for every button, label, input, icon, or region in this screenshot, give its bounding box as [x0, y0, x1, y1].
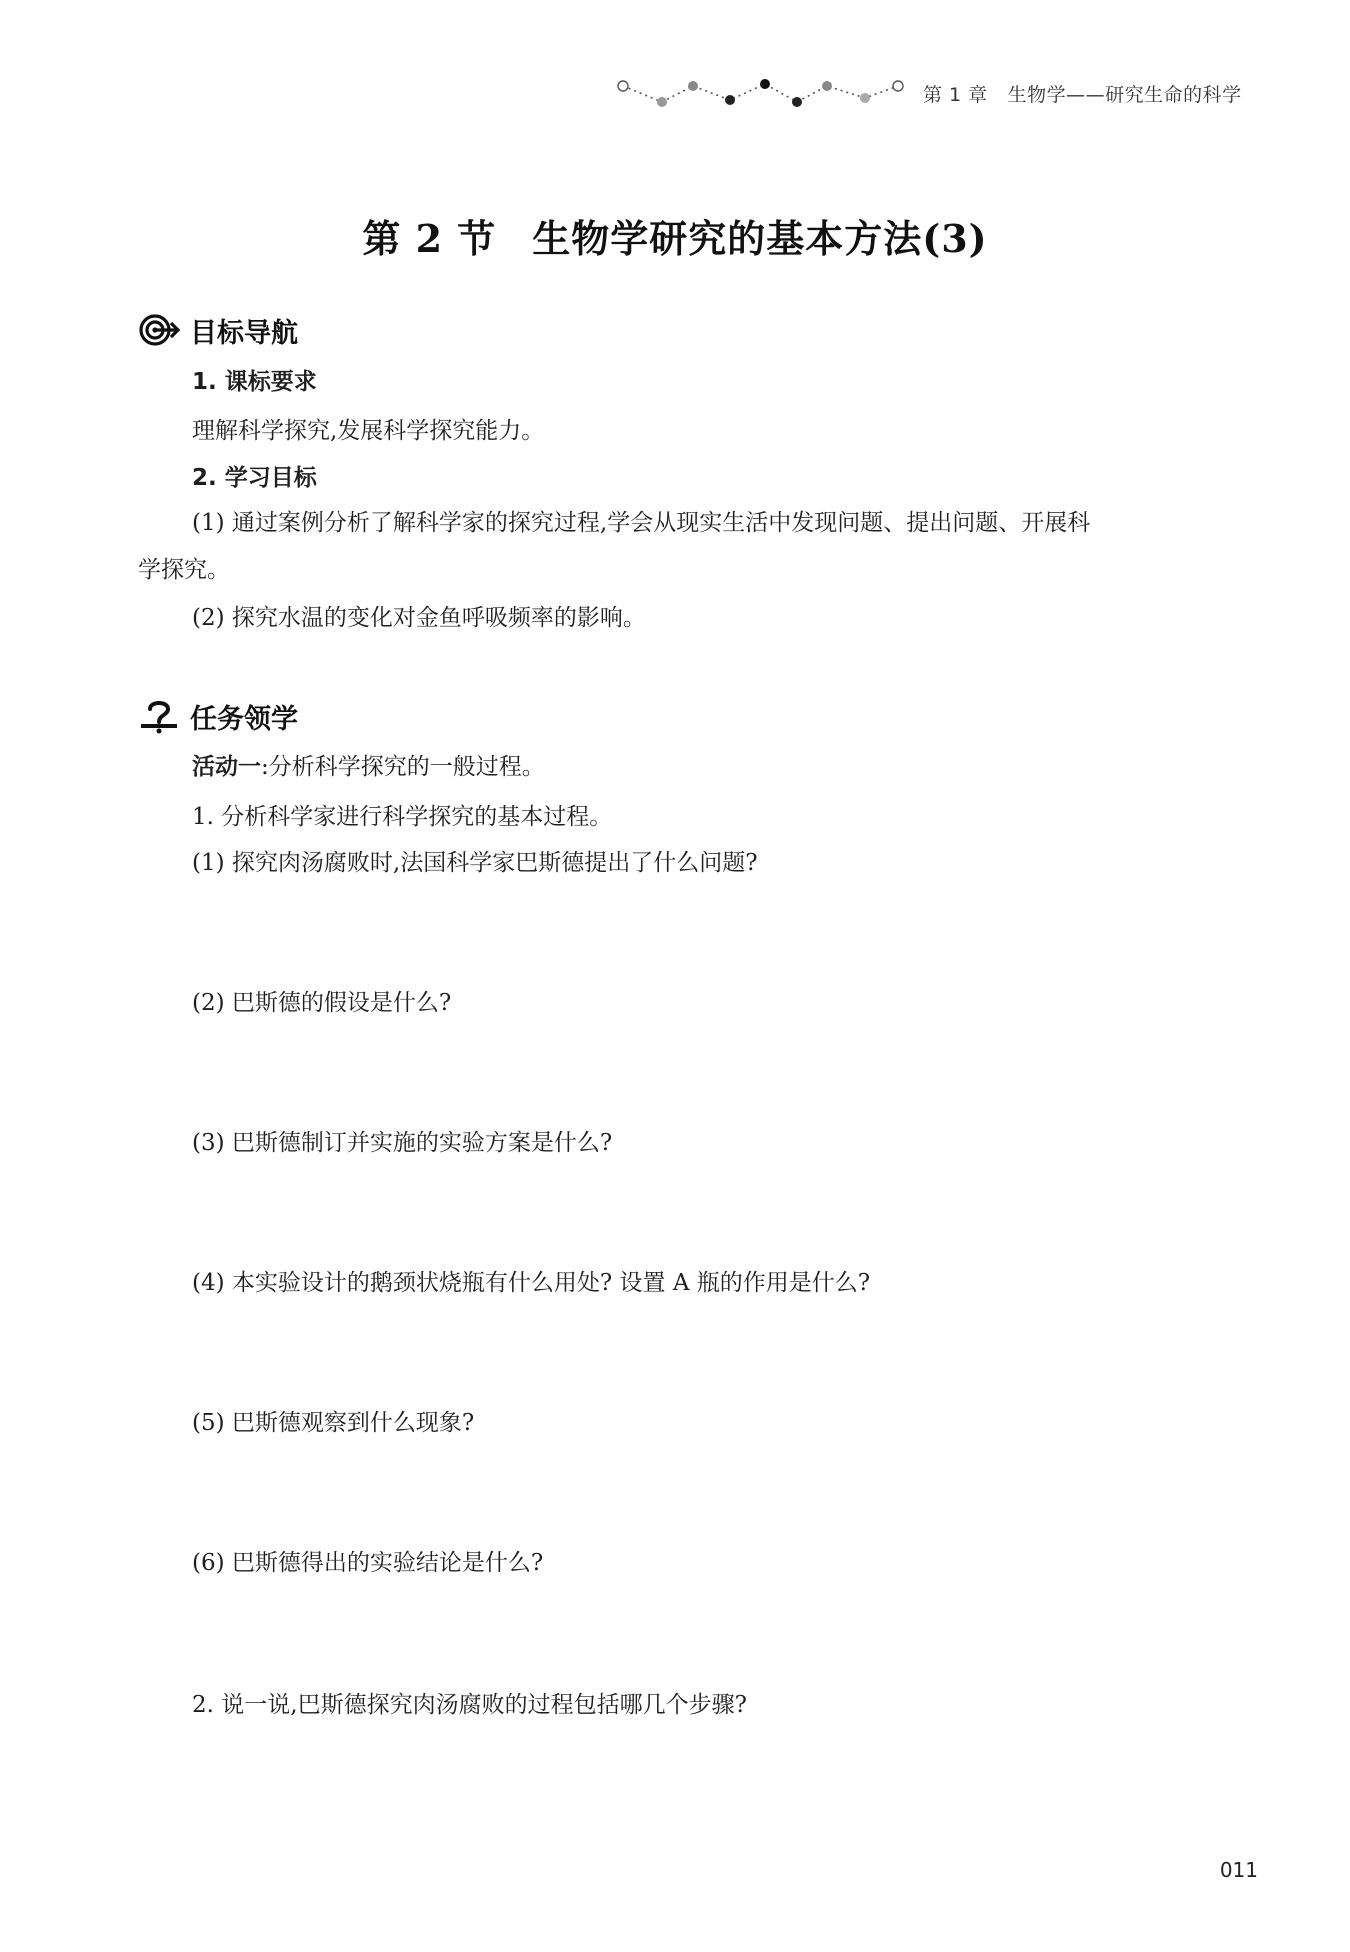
objective-1-line-2: 学探究。 [138, 557, 230, 583]
activity-one-text: :分析科学探究的一般过程。 [261, 754, 545, 780]
activity-one-label: 活动一 [192, 754, 261, 780]
curriculum-requirements-heading: 1. 课标要求 [192, 369, 317, 395]
dotted-wave-decoration-icon [615, 72, 915, 112]
section-number: 第 2 节 [362, 216, 497, 261]
question-lamp-icon [138, 698, 182, 734]
question-1: (1) 探究肉汤腐败时,法国科学家巴斯德提出了什么问题? [192, 850, 758, 876]
question-5: (5) 巴斯德观察到什么现象? [192, 1410, 475, 1436]
objective-2: (2) 探究水温的变化对金鱼呼吸频率的影响。 [192, 605, 646, 631]
target-arrow-icon [138, 313, 182, 347]
chapter-title: 生物学——研究生命的科学 [1007, 84, 1242, 106]
curriculum-requirements-text: 理解科学探究,发展科学探究能力。 [192, 418, 545, 444]
page-title [0, 208, 1350, 263]
section-name: 生物学研究的基本方法(3) [532, 216, 988, 261]
goals-heading-label: 目标导航 [190, 317, 298, 349]
page-number: 011 [1219, 1858, 1258, 1882]
question-7: 2. 说一说,巴斯德探究肉汤腐败的过程包括哪几个步骤? [192, 1692, 747, 1718]
activity-one [192, 752, 545, 782]
tasks-heading [138, 696, 298, 736]
learning-objectives-heading: 2. 学习目标 [192, 465, 317, 491]
question-4: (4) 本实验设计的鹅颈状烧瓶有什么用处? 设置 A 瓶的作用是什么? [192, 1270, 871, 1296]
header-text [923, 80, 1242, 107]
page-header [615, 72, 1255, 112]
goals-heading [138, 310, 298, 350]
question-intro: 1. 分析科学家进行科学探究的基本过程。 [192, 804, 613, 830]
question-2: (2) 巴斯德的假设是什么? [192, 990, 452, 1016]
tasks-heading-label: 任务领学 [190, 703, 298, 735]
question-6: (6) 巴斯德得出的实验结论是什么? [192, 1550, 544, 1576]
chapter-number: 第 1 章 [923, 84, 988, 106]
objective-1-line-1: (1) 通过案例分析了解科学家的探究过程,学会从现实生活中发现问题、提出问题、开展科 [192, 510, 1091, 536]
question-3: (3) 巴斯德制订并实施的实验方案是什么? [192, 1130, 613, 1156]
